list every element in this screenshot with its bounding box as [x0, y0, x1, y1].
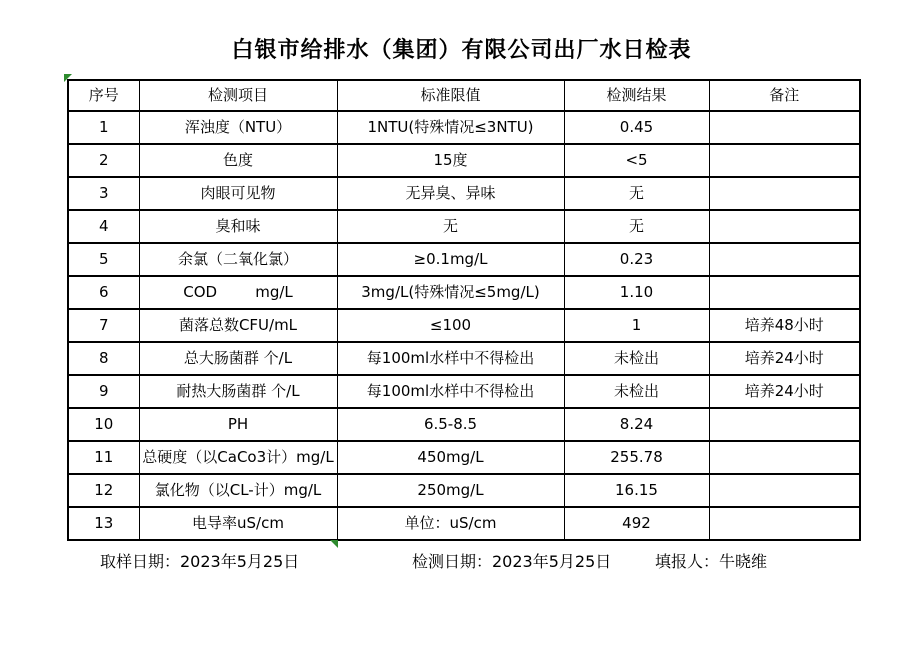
- cell-item: 总大肠菌群 个/L: [139, 342, 337, 375]
- cell-standard: 单位：uS/cm: [337, 507, 564, 540]
- cell-remark: [709, 111, 860, 144]
- cell-result: 1: [564, 309, 709, 342]
- col-header-standard: 标准限值: [337, 80, 564, 111]
- cell-result: 16.15: [564, 474, 709, 507]
- cell-standard: ≤100: [337, 309, 564, 342]
- col-header-seq: 序号: [68, 80, 139, 111]
- cell-remark: [709, 474, 860, 507]
- cell-standard: 6.5-8.5: [337, 408, 564, 441]
- cell-seq: 3: [68, 177, 139, 210]
- cell-remark: [709, 144, 860, 177]
- cell-seq: 10: [68, 408, 139, 441]
- cell-remark: [709, 441, 860, 474]
- cell-result: 0.23: [564, 243, 709, 276]
- cell-item: 氯化物（以CL-计）mg/L: [139, 474, 337, 507]
- cell-standard: 450mg/L: [337, 441, 564, 474]
- cell-seq: 8: [68, 342, 139, 375]
- cell-result: 无: [564, 210, 709, 243]
- cell-seq: 6: [68, 276, 139, 309]
- cell-item: 耐热大肠菌群 个/L: [139, 375, 337, 408]
- table-row: [68, 507, 860, 540]
- table-row: [68, 441, 860, 474]
- cell-result: 未检出: [564, 375, 709, 408]
- col-header-item: 检测项目: [139, 80, 337, 111]
- cell-item: 余氯（二氧化氯）: [139, 243, 337, 276]
- cell-seq: 2: [68, 144, 139, 177]
- reporter-label: 填报人：牛晓维: [655, 552, 768, 571]
- cell-standard: 每100ml水样中不得检出: [337, 375, 564, 408]
- cell-remark: 培养24小时: [709, 342, 860, 375]
- cell-item: 浑浊度（NTU）: [139, 111, 337, 144]
- table-row: [68, 408, 860, 441]
- cell-seq: 9: [68, 375, 139, 408]
- cell-standard: 1NTU(特殊情况≤3NTU): [337, 111, 564, 144]
- cell-remark: [709, 210, 860, 243]
- cell-result: 无: [564, 177, 709, 210]
- sample-date-label: 取样日期：2023年5月25日: [100, 552, 300, 571]
- table-row: [68, 309, 860, 342]
- cell-result: 8.24: [564, 408, 709, 441]
- cell-result: 未检出: [564, 342, 709, 375]
- cell-seq: 1: [68, 111, 139, 144]
- cell-remark: 培养24小时: [709, 375, 860, 408]
- cell-seq: 5: [68, 243, 139, 276]
- cell-standard: ≥0.1mg/L: [337, 243, 564, 276]
- cell-seq: 12: [68, 474, 139, 507]
- cell-seq: 13: [68, 507, 139, 540]
- inspection-table: [67, 79, 861, 541]
- cell-item: 肉眼可见物: [139, 177, 337, 210]
- table-row: [68, 111, 860, 144]
- table-row: [68, 210, 860, 243]
- cell-standard: 每100ml水样中不得检出: [337, 342, 564, 375]
- cell-item: PH: [139, 408, 337, 441]
- cell-seq: 4: [68, 210, 139, 243]
- table-row: [68, 177, 860, 210]
- cell-standard: 15度: [337, 144, 564, 177]
- cell-item: 色度: [139, 144, 337, 177]
- cell-remark: [709, 507, 860, 540]
- table-row: [68, 474, 860, 507]
- cell-result: 0.45: [564, 111, 709, 144]
- table-row: [68, 144, 860, 177]
- cell-result: 1.10: [564, 276, 709, 309]
- cell-standard: 无: [337, 210, 564, 243]
- cell-standard: 无异臭、异味: [337, 177, 564, 210]
- col-header-remark: 备注: [709, 80, 860, 111]
- table-header-row: [68, 80, 860, 111]
- cell-item: 臭和味: [139, 210, 337, 243]
- cell-item: 总硬度（以CaCo3计）mg/L: [139, 441, 337, 474]
- cell-remark: [709, 177, 860, 210]
- cell-remark: [709, 276, 860, 309]
- page-title: 白银市给排水（集团）有限公司出厂水日检表: [231, 38, 692, 63]
- cell-seq: 11: [68, 441, 139, 474]
- cell-result: 255.78: [564, 441, 709, 474]
- col-header-result: 检测结果: [564, 80, 709, 111]
- cell-result: <5: [564, 144, 709, 177]
- cell-remark: [709, 243, 860, 276]
- table-row: [68, 375, 860, 408]
- green-bottom-marker-icon: [330, 540, 338, 548]
- table-row: [68, 342, 860, 375]
- test-date-label: 检测日期：2023年5月25日: [412, 552, 612, 571]
- cell-seq: 7: [68, 309, 139, 342]
- cell-remark: [709, 408, 860, 441]
- cell-item: COD mg/L: [139, 276, 337, 309]
- cell-result: 492: [564, 507, 709, 540]
- table-row: [68, 243, 860, 276]
- cell-standard: 250mg/L: [337, 474, 564, 507]
- footer: [0, 549, 923, 573]
- cell-remark: 培养48小时: [709, 309, 860, 342]
- table-row: [68, 276, 860, 309]
- cell-item: 菌落总数CFU/mL: [139, 309, 337, 342]
- cell-item: 电导率uS/cm: [139, 507, 337, 540]
- cell-standard: 3mg/L(特殊情况≤5mg/L): [337, 276, 564, 309]
